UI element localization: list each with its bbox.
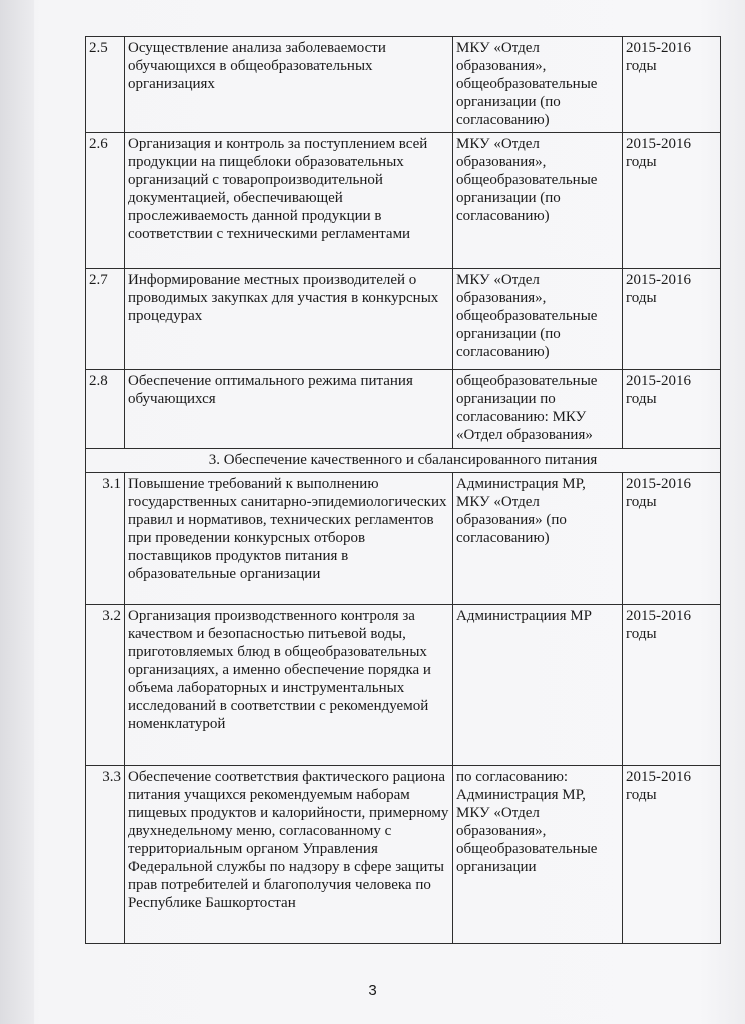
item-term: 2015-2016 годы xyxy=(623,370,721,449)
item-number: 2.7 xyxy=(86,269,125,370)
item-term: 2015-2016 годы xyxy=(623,766,721,944)
table-row xyxy=(86,605,721,766)
item-number: 2.6 xyxy=(86,133,125,269)
item-number: 3.3 xyxy=(86,766,125,944)
section-header-row xyxy=(86,449,721,473)
table-row xyxy=(86,370,721,449)
table-row xyxy=(86,473,721,605)
item-term: 2015-2016 годы xyxy=(623,605,721,766)
section-title: 3. Обеспечение качественного и сбалансированного питания xyxy=(86,449,721,473)
item-number: 3.1 xyxy=(86,473,125,605)
item-number: 3.2 xyxy=(86,605,125,766)
page-binding-edge xyxy=(0,0,34,1024)
table-row xyxy=(86,133,721,269)
item-responsible: МКУ «Отдел образования», общеобразовательные организации (по согласованию) xyxy=(453,133,623,269)
item-term: 2015-2016 годы xyxy=(623,473,721,605)
item-term: 2015-2016 годы xyxy=(623,133,721,269)
page-number: 3 xyxy=(368,982,377,999)
item-responsible: Администрация МР, МКУ «Отдел образования» (по согласованию) xyxy=(453,473,623,605)
item-title: Организация производственного контроля за качеством и безопасностью питьевой воды, приготовляемых блюд в общеобразовательных организациях, а именно обеспечение порядка и объема лабораторных и инструментальных исследований в соответствии с рекомендуемой номенклатурой xyxy=(125,605,453,766)
item-responsible: общеобразовательные организации по согласованию: МКУ «Отдел образования» xyxy=(453,370,623,449)
item-responsible: по согласованию: Администрация МР, МКУ «Отдел образования», общеобразовательные организации xyxy=(453,766,623,944)
table-row xyxy=(86,269,721,370)
activity-plan-table xyxy=(85,36,721,944)
item-term: 2015-2016 годы xyxy=(623,37,721,133)
item-title: Обеспечение оптимального режима питания обучающихся xyxy=(125,370,453,449)
item-title: Осуществление анализа заболеваемости обучающихся в общеобразовательных организациях xyxy=(125,37,453,133)
item-responsible: Администрациия МР xyxy=(453,605,623,766)
item-responsible: МКУ «Отдел образования», общеобразовательные организации (по согласованию) xyxy=(453,269,623,370)
table-row xyxy=(86,37,721,133)
item-title: Повышение требований к выполнению государственных санитарно-эпидемиологических правил и нормативов, технических регламентов при проведении конкурсных отборов поставщиков продуктов питания в образовательные организации xyxy=(125,473,453,605)
item-title: Организация и контроль за поступлением всей продукции на пищеблоки образовательных организаций с товаропроизводительной документацией, обеспечивающей прослеживаемость данной продукции в соответствии с техническими регламентами xyxy=(125,133,453,269)
item-title: Информирование местных производителей о проводимых закупках для участия в конкурсных процедурах xyxy=(125,269,453,370)
item-responsible: МКУ «Отдел образования», общеобразовательные организации (по согласованию) xyxy=(453,37,623,133)
item-title: Обеспечение соответствия фактического рациона питания учащихся рекомендуемым наборам пищевых продуктов и калорийности, примерному двухнедельному меню, согласованному с территориальным органом Управления Федеральной службы по надзору в сфере защиты прав потребителей и благополучия человека по Республике Башкортостан xyxy=(125,766,453,944)
table-row xyxy=(86,766,721,944)
item-number: 2.5 xyxy=(86,37,125,133)
item-term: 2015-2016 годы xyxy=(623,269,721,370)
item-number: 2.8 xyxy=(86,370,125,449)
